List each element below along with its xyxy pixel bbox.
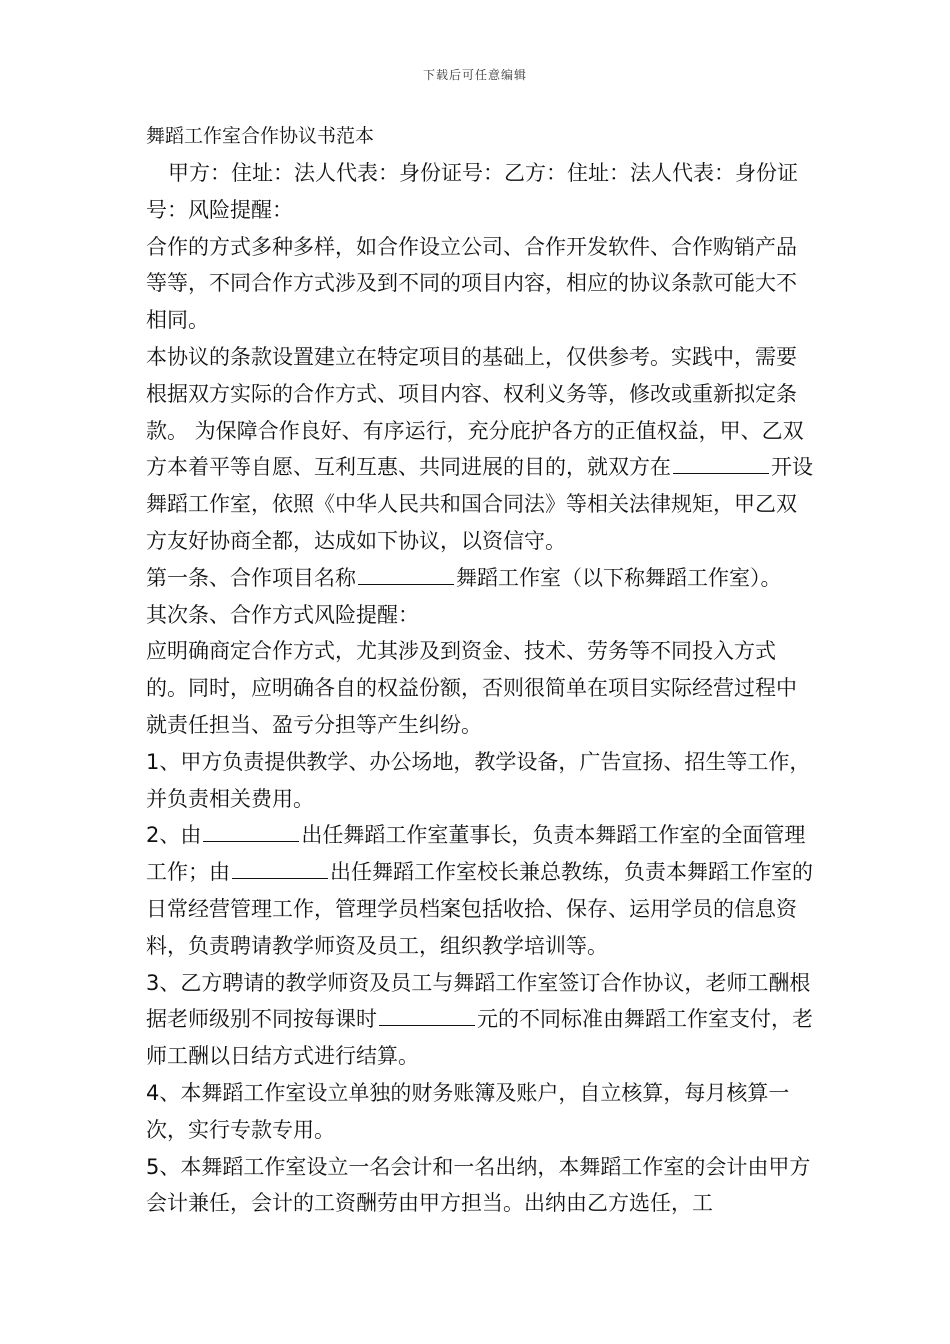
- risk-intro-paragraph: 合作的方式多种多样，如合作设立公司、合作开发软件、合作购销产品等等，不同合作方式涉及到不同的项目内容，相应的协议条款可能大不相同。: [146, 234, 797, 333]
- article-1-text-a: 第一条、合作项目名称: [146, 565, 356, 590]
- item-2-text-b: 出任舞蹈工作室董事长，负责本舞蹈工作室的全面管理工作；由: [146, 823, 806, 885]
- item-2-text-c: 出任舞蹈工作室校长兼总教练，负责本舞蹈工作室的日常经营管理工作，管理学员档案包括收拾、保存、运用学员的信息资料，负责聘请教学师资及员工，组织教学培训等。: [146, 860, 813, 958]
- principal-blank-field[interactable]: [232, 856, 328, 879]
- item-3-text-a: 3、乙方聘请的教学师资及员工与舞蹈工作室签订合作协议，老师工酬根据老师级别不同按每课时: [146, 970, 811, 1032]
- document-title: 舞蹈工作室合作协议书范本: [146, 125, 375, 147]
- purpose-paragraph: [146, 339, 816, 560]
- article-1: [146, 560, 816, 597]
- article-1-text-b: 舞蹈工作室（以下称舞蹈工作室）。: [456, 565, 782, 590]
- location-blank-field[interactable]: [673, 451, 769, 474]
- item-3-text-b: 元的不同标准由舞蹈工作室支付，老师工酬以日结方式进行结算。: [146, 1007, 813, 1069]
- item-2: [146, 817, 816, 964]
- hourly-rate-blank-field[interactable]: [379, 1003, 475, 1026]
- chairman-blank-field[interactable]: [203, 819, 299, 842]
- project-name-blank-field[interactable]: [358, 562, 454, 585]
- article-2-body: 应明确商定合作方式，尤其涉及到资金、技术、劳务等不同投入方式的。同时，应明确各自的权益份额，否则很简单在项目实际经营过程中就责任担当、盈亏分担等产生纠纷。: [146, 639, 797, 737]
- document-body: [146, 155, 816, 1222]
- item-2-text-a: 2、由: [146, 823, 202, 848]
- parties-paragraph: 甲方：住址：法人代表：身份证号：乙方：住址：法人代表：身份证号：风险提醒：: [146, 161, 798, 222]
- purpose-text-b: 开设舞蹈工作室，依照《中华人民共和国合同法》等相关法律规矩，甲乙双方友好协商全都，达成如下协议，以资信守。: [146, 455, 813, 553]
- item-4: 4、本舞蹈工作室设立单独的财务账簿及账户，自立核算，每月核算一次，实行专款专用。: [146, 1080, 790, 1142]
- purpose-text-a: 本协议的条款设置建立在特定项目的基础上，仅供参考。实践中，需要根据双方实际的合作方式、项目内容、权利义务等，修改或重新拟定条款。 为保障合作良好、有序运行，充分庇护各方的正值权益，甲、乙双方本着平等自愿、互利互惠、共同进展的目的，就双方在: [146, 344, 804, 480]
- item-1: 1、甲方负责提供教学、办公场地，教学设备，广告宣扬、招生等工作，并负责相关费用。: [146, 749, 811, 811]
- page-header: 下载后可任意编辑: [422, 68, 527, 82]
- item-3: [146, 965, 816, 1075]
- article-2-title: 其次条、合作方式风险提醒：: [146, 602, 419, 627]
- item-5: 5、本舞蹈工作室设立一名会计和一名出纳，本舞蹈工作室的会计由甲方会计兼任，会计的工资酬劳由甲方担当。出纳由乙方选任，工: [146, 1154, 811, 1216]
